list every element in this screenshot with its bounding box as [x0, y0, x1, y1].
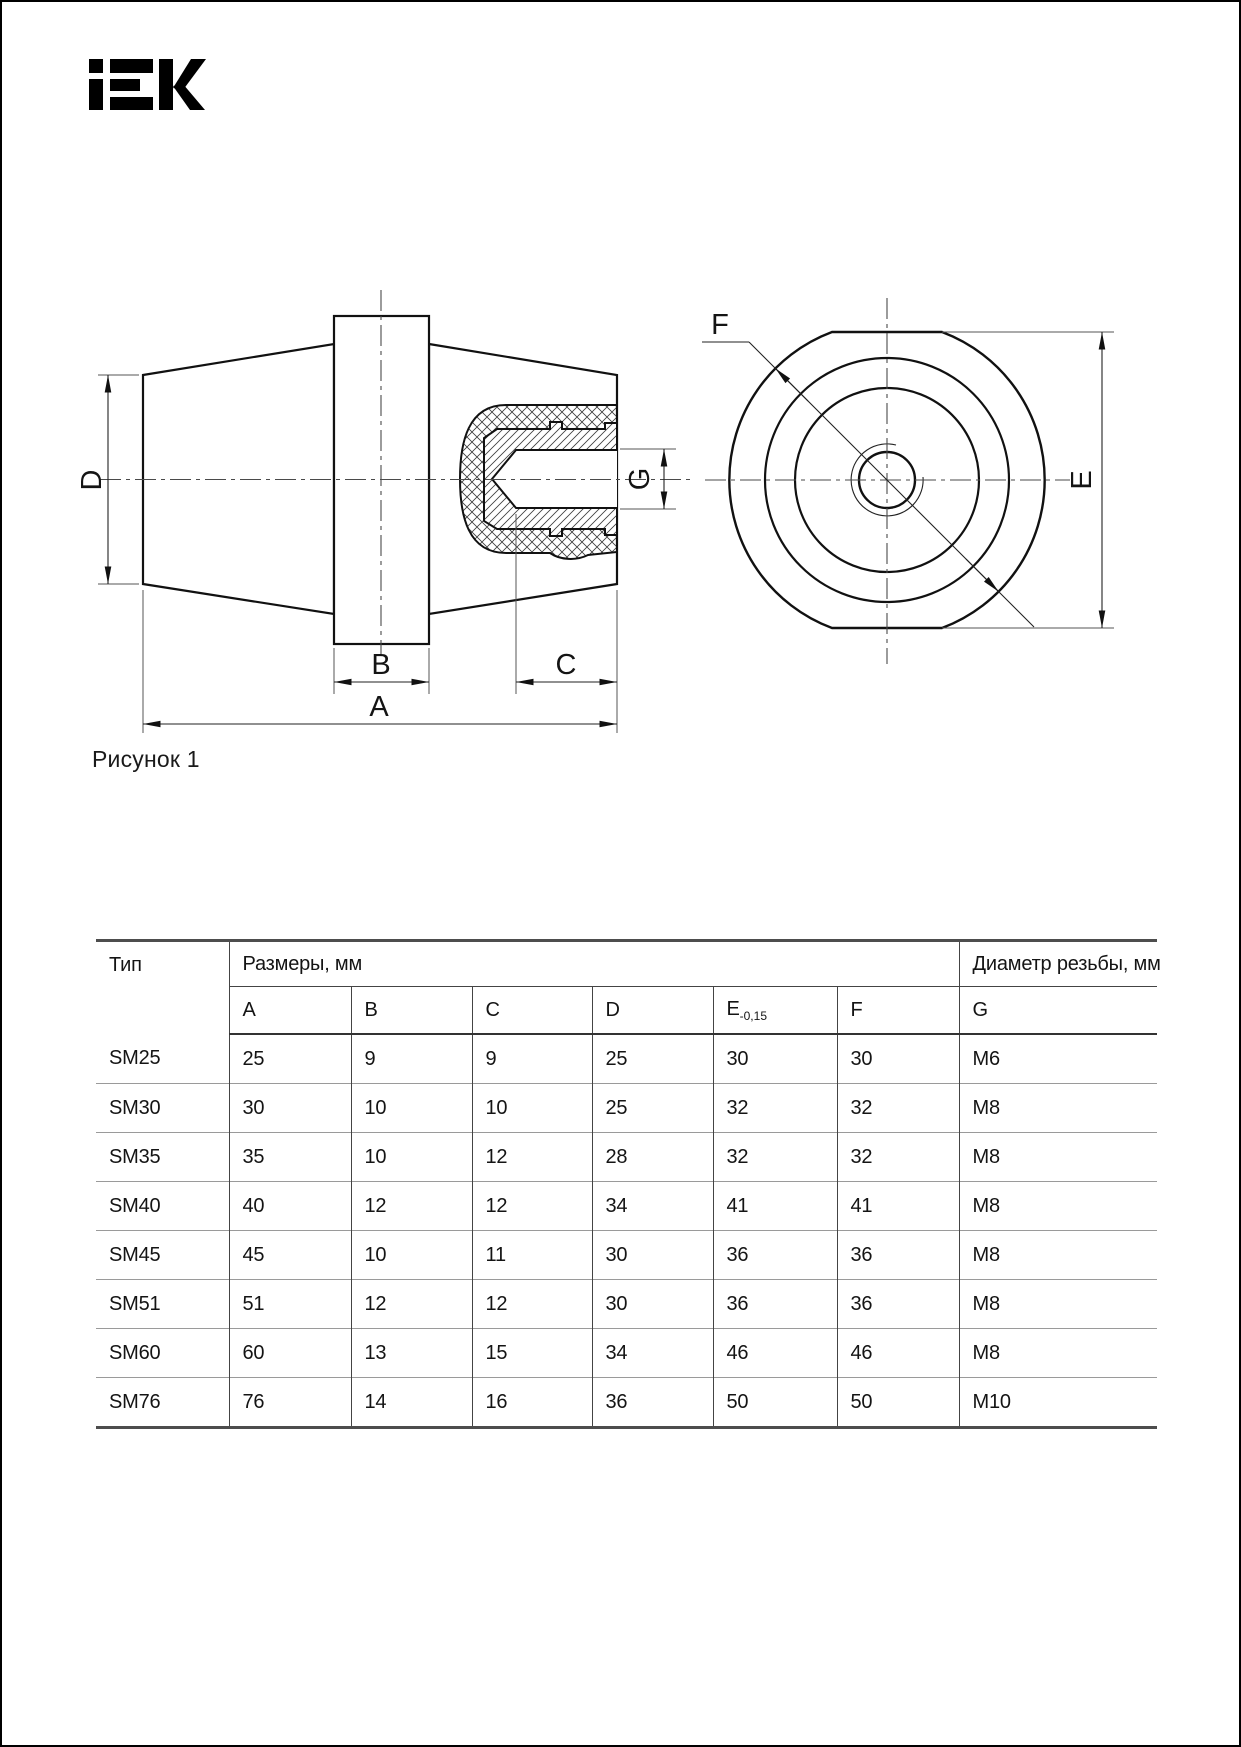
table-cell: 30 — [229, 1084, 351, 1133]
table-cell: 10 — [351, 1133, 472, 1182]
header-type: Тип — [109, 954, 142, 976]
header-thread-group: Диаметр резьбы, мм — [959, 941, 1157, 987]
table-cell: 12 — [351, 1182, 472, 1231]
iek-logo-glyphs — [89, 59, 206, 110]
table-row — [96, 1034, 1157, 1084]
cell-type: SM35 — [96, 1133, 229, 1182]
cell-type: SM40 — [96, 1182, 229, 1231]
cell-type: SM45 — [96, 1231, 229, 1280]
table-cell: 30 — [592, 1280, 713, 1329]
dimensions-table — [96, 939, 1161, 1429]
dimensions-table-wrap — [96, 939, 1161, 1429]
table-cell: M8 — [959, 1231, 1157, 1280]
table-cell: M8 — [959, 1280, 1157, 1329]
header-c: C — [472, 987, 592, 1035]
figure-1-drawing — [2, 242, 1241, 762]
table-cell: 30 — [713, 1034, 837, 1084]
table-cell: 36 — [713, 1280, 837, 1329]
table-row — [96, 1231, 1157, 1280]
table-row — [96, 1084, 1157, 1133]
table-cell: 50 — [837, 1378, 959, 1428]
table-cell: M8 — [959, 1133, 1157, 1182]
table-cell: 9 — [472, 1034, 592, 1084]
table-cell: 41 — [837, 1182, 959, 1231]
table-row — [96, 1378, 1157, 1428]
table-cell: M10 — [959, 1378, 1157, 1428]
dim-label-d: D — [76, 469, 108, 491]
cell-type: SM30 — [96, 1084, 229, 1133]
dim-label-a: A — [369, 691, 389, 723]
table-cell: 9 — [351, 1034, 472, 1084]
table-row — [96, 1329, 1157, 1378]
table-cell: 36 — [713, 1231, 837, 1280]
table-cell: 30 — [592, 1231, 713, 1280]
dim-label-f: F — [711, 309, 729, 341]
table-cell: 10 — [472, 1084, 592, 1133]
table-cell: 32 — [837, 1133, 959, 1182]
table-cell: M6 — [959, 1034, 1157, 1084]
dim-label-g: G — [624, 467, 656, 491]
table-cell: 15 — [472, 1329, 592, 1378]
table-cell: 36 — [592, 1378, 713, 1428]
dim-label-e: E — [1066, 470, 1098, 490]
dim-label-c: C — [555, 649, 577, 681]
table-cell: 46 — [837, 1329, 959, 1378]
header-dimensions-group: Размеры, мм — [229, 941, 959, 987]
table-cell: 32 — [837, 1084, 959, 1133]
header-f: F — [837, 987, 959, 1035]
cell-type: SM51 — [96, 1280, 229, 1329]
table-cell: 12 — [472, 1133, 592, 1182]
table-cell: 32 — [713, 1084, 837, 1133]
header-g: G — [959, 987, 1157, 1035]
table-cell: 10 — [351, 1231, 472, 1280]
header-e-tolerance: -0,15 — [739, 1008, 767, 1023]
table-cell: 12 — [472, 1280, 592, 1329]
table-cell: 25 — [592, 1034, 713, 1084]
table-header-row-letters — [96, 987, 1157, 1035]
cell-type: SM76 — [96, 1378, 229, 1428]
table-cell: 76 — [229, 1378, 351, 1428]
header-b: B — [351, 987, 472, 1035]
header-e: $E_{-0,15}$ — [713, 987, 837, 1035]
table-cell: 10 — [351, 1084, 472, 1133]
dim-label-b: B — [371, 649, 391, 681]
table-cell: 25 — [229, 1034, 351, 1084]
table-cell: 36 — [837, 1231, 959, 1280]
table-cell: 50 — [713, 1378, 837, 1428]
table-cell: M8 — [959, 1329, 1157, 1378]
table-cell: 35 — [229, 1133, 351, 1182]
table-cell: 13 — [351, 1329, 472, 1378]
header-a: A — [229, 987, 351, 1035]
table-row — [96, 1280, 1157, 1329]
iek-logo — [87, 57, 212, 115]
table-cell: 36 — [837, 1280, 959, 1329]
table-cell: 60 — [229, 1329, 351, 1378]
table-cell: 14 — [351, 1378, 472, 1428]
table-cell: M8 — [959, 1084, 1157, 1133]
table-cell: 30 — [837, 1034, 959, 1084]
table-cell: 28 — [592, 1133, 713, 1182]
table-cell: 12 — [351, 1280, 472, 1329]
table-cell: 41 — [713, 1182, 837, 1231]
table-cell: 11 — [472, 1231, 592, 1280]
table-row — [96, 1133, 1157, 1182]
table-row — [96, 1182, 1157, 1231]
table-cell: 34 — [592, 1329, 713, 1378]
table-cell: 51 — [229, 1280, 351, 1329]
table-cell: 12 — [472, 1182, 592, 1231]
table-header-row-groups — [96, 941, 1157, 987]
table-cell: 46 — [713, 1329, 837, 1378]
table-cell: 32 — [713, 1133, 837, 1182]
table-cell: M8 — [959, 1182, 1157, 1231]
figure-caption: Рисунок 1 — [92, 746, 200, 772]
table-cell: 40 — [229, 1182, 351, 1231]
table-cell: 34 — [592, 1182, 713, 1231]
header-d: D — [592, 987, 713, 1035]
table-cell: 16 — [472, 1378, 592, 1428]
table-cell: 25 — [592, 1084, 713, 1133]
cell-type: SM25 — [109, 1047, 161, 1069]
cell-type: SM60 — [96, 1329, 229, 1378]
table-cell: 45 — [229, 1231, 351, 1280]
